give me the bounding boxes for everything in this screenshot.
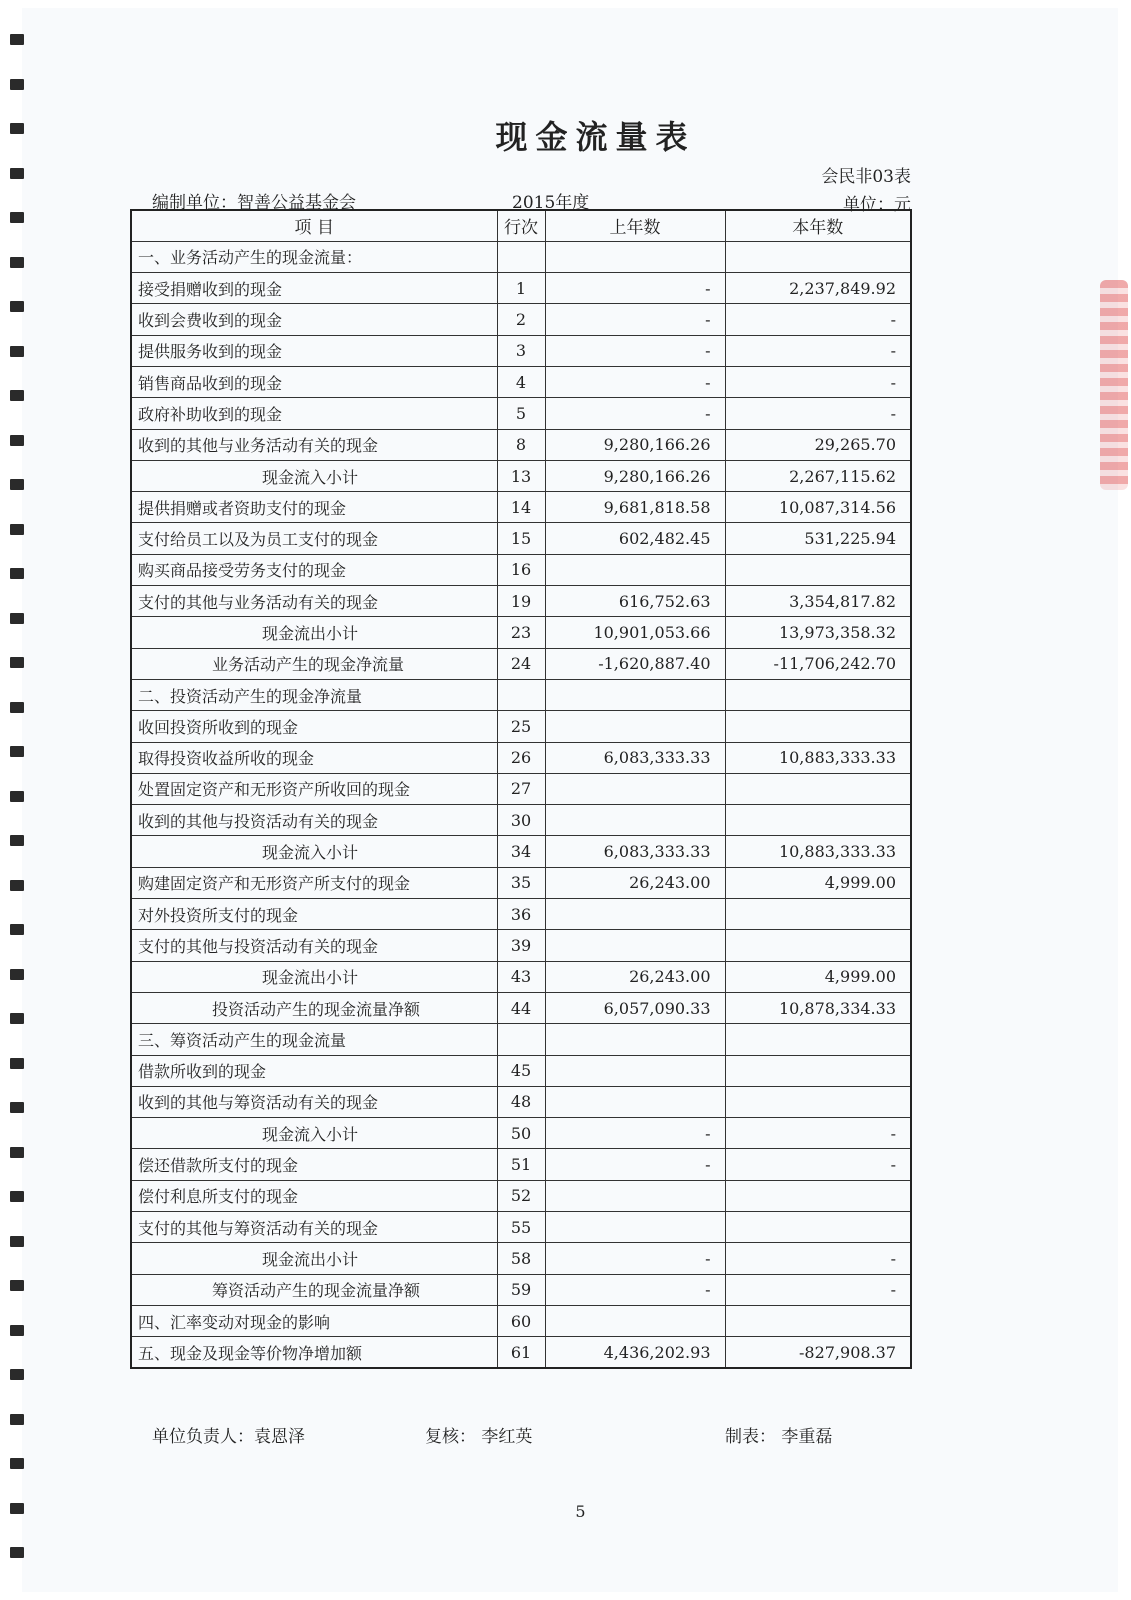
row-line-number: 14 xyxy=(497,492,545,523)
binding-hole xyxy=(10,301,24,312)
header-curr-year: 本年数 xyxy=(725,210,911,241)
row-line-number: 55 xyxy=(497,1212,545,1243)
table-row xyxy=(131,992,911,1023)
row-line-number: 27 xyxy=(497,773,545,804)
binding-hole xyxy=(10,1325,24,1336)
table-row xyxy=(131,366,911,397)
row-curr-year-amount xyxy=(725,805,911,836)
row-item: 筹资活动产生的现金流量净额 xyxy=(131,1274,497,1305)
row-prev-year-amount xyxy=(545,1055,725,1086)
binding-hole xyxy=(10,746,24,757)
row-line-number: 13 xyxy=(497,460,545,491)
cash-flow-table xyxy=(130,209,912,1369)
row-line-number: 34 xyxy=(497,836,545,867)
page-title: 现金流量表 xyxy=(495,118,696,156)
row-item: 现金流入小计 xyxy=(131,1118,497,1149)
row-line-number: 3 xyxy=(497,335,545,366)
row-curr-year-amount: - xyxy=(725,1118,911,1149)
binding-hole xyxy=(10,1013,24,1024)
row-line-number xyxy=(497,679,545,710)
compiling-unit: 编制单位：智善公益基金会 xyxy=(152,193,356,213)
currency-unit: 单位：元 xyxy=(843,195,911,215)
row-curr-year-amount: 10,878,334.33 xyxy=(725,992,911,1023)
table-row xyxy=(131,773,911,804)
row-line-number: 8 xyxy=(497,429,545,460)
red-seal-stamp xyxy=(1100,280,1128,490)
row-item: 偿还借款所支付的现金 xyxy=(131,1149,497,1180)
row-line-number: 2 xyxy=(497,304,545,335)
table-row xyxy=(131,1055,911,1086)
row-curr-year-amount xyxy=(725,1086,911,1117)
row-prev-year-amount xyxy=(545,805,725,836)
row-prev-year-amount: - xyxy=(545,1274,725,1305)
row-item: 取得投资收益所收的现金 xyxy=(131,742,497,773)
row-line-number: 48 xyxy=(497,1086,545,1117)
row-item: 政府补助收到的现金 xyxy=(131,398,497,429)
row-item: 三、筹资活动产生的现金流量 xyxy=(131,1024,497,1055)
row-prev-year-amount xyxy=(545,679,725,710)
table-row xyxy=(131,961,911,992)
row-prev-year-amount xyxy=(545,1024,725,1055)
footer-reviewer: 复核： 李红英 xyxy=(425,1427,533,1447)
row-item: 借款所收到的现金 xyxy=(131,1055,497,1086)
row-curr-year-amount xyxy=(725,1180,911,1211)
row-prev-year-amount xyxy=(545,1086,725,1117)
row-curr-year-amount: 13,973,358.32 xyxy=(725,617,911,648)
table-row xyxy=(131,930,911,961)
table-header-row xyxy=(131,210,911,241)
form-code: 会民非03表 xyxy=(821,167,911,187)
row-prev-year-amount: - xyxy=(545,1243,725,1274)
table-row xyxy=(131,1305,911,1336)
table-row xyxy=(131,836,911,867)
row-prev-year-amount xyxy=(545,1305,725,1336)
row-item: 提供服务收到的现金 xyxy=(131,335,497,366)
row-item: 业务活动产生的现金净流量 xyxy=(131,648,497,679)
table-row xyxy=(131,648,911,679)
binding-hole xyxy=(10,791,24,802)
row-line-number: 59 xyxy=(497,1274,545,1305)
row-item: 现金流入小计 xyxy=(131,836,497,867)
row-item: 投资活动产生的现金流量净额 xyxy=(131,992,497,1023)
row-item: 支付给员工以及为员工支付的现金 xyxy=(131,523,497,554)
header-item: 项 目 xyxy=(131,210,497,241)
row-line-number: 25 xyxy=(497,711,545,742)
binding-holes xyxy=(10,20,26,1580)
row-item: 对外投资所支付的现金 xyxy=(131,899,497,930)
row-curr-year-amount: 4,999.00 xyxy=(725,961,911,992)
row-prev-year-amount xyxy=(545,241,725,272)
row-curr-year-amount xyxy=(725,899,911,930)
row-line-number xyxy=(497,1024,545,1055)
row-line-number: 61 xyxy=(497,1337,545,1368)
row-prev-year-amount xyxy=(545,554,725,585)
row-line-number: 1 xyxy=(497,273,545,304)
row-prev-year-amount: 9,280,166.26 xyxy=(545,429,725,460)
binding-hole xyxy=(10,524,24,535)
row-curr-year-amount xyxy=(725,679,911,710)
table-row xyxy=(131,867,911,898)
row-item: 支付的其他与业务活动有关的现金 xyxy=(131,586,497,617)
binding-hole xyxy=(10,1414,24,1425)
binding-hole xyxy=(10,568,24,579)
row-prev-year-amount: 602,482.45 xyxy=(545,523,725,554)
row-line-number: 50 xyxy=(497,1118,545,1149)
table-row xyxy=(131,1212,911,1243)
table-row xyxy=(131,1118,911,1149)
row-curr-year-amount xyxy=(725,773,911,804)
row-prev-year-amount: -1,620,887.40 xyxy=(545,648,725,679)
table-row xyxy=(131,335,911,366)
row-item: 一、业务活动产生的现金流量： xyxy=(131,241,497,272)
row-prev-year-amount: - xyxy=(545,1118,725,1149)
page-number: 5 xyxy=(575,1502,586,1521)
binding-hole xyxy=(10,835,24,846)
row-curr-year-amount xyxy=(725,930,911,961)
row-item: 五、现金及现金等价物净增加额 xyxy=(131,1337,497,1368)
row-curr-year-amount: - xyxy=(725,398,911,429)
binding-hole xyxy=(10,257,24,268)
row-line-number: 39 xyxy=(497,930,545,961)
row-item: 现金流出小计 xyxy=(131,617,497,648)
binding-hole xyxy=(10,79,24,90)
table-row xyxy=(131,523,911,554)
binding-hole xyxy=(10,1458,24,1469)
table-row xyxy=(131,1086,911,1117)
row-prev-year-amount: 26,243.00 xyxy=(545,961,725,992)
row-item: 购建固定资产和无形资产所支付的现金 xyxy=(131,867,497,898)
table-row xyxy=(131,586,911,617)
table-row xyxy=(131,273,911,304)
report-year: 2015年度 xyxy=(512,193,590,213)
row-item: 收到的其他与投资活动有关的现金 xyxy=(131,805,497,836)
row-curr-year-amount: - xyxy=(725,1243,911,1274)
binding-hole xyxy=(10,613,24,624)
row-prev-year-amount xyxy=(545,899,725,930)
row-line-number: 30 xyxy=(497,805,545,836)
binding-hole xyxy=(10,1547,24,1558)
table-row xyxy=(131,241,911,272)
row-curr-year-amount: 2,237,849.92 xyxy=(725,273,911,304)
row-item: 现金流出小计 xyxy=(131,1243,497,1274)
row-curr-year-amount: - xyxy=(725,1149,911,1180)
binding-hole xyxy=(10,346,24,357)
row-line-number: 43 xyxy=(497,961,545,992)
row-item: 支付的其他与投资活动有关的现金 xyxy=(131,930,497,961)
row-curr-year-amount: -11,706,242.70 xyxy=(725,648,911,679)
row-prev-year-amount xyxy=(545,711,725,742)
row-prev-year-amount xyxy=(545,1180,725,1211)
row-item: 收到的其他与业务活动有关的现金 xyxy=(131,429,497,460)
table-row xyxy=(131,679,911,710)
row-line-number: 44 xyxy=(497,992,545,1023)
table-row xyxy=(131,460,911,491)
row-prev-year-amount: - xyxy=(545,366,725,397)
header-line: 行次 xyxy=(497,210,545,241)
row-line-number: 19 xyxy=(497,586,545,617)
row-item: 提供捐赠或者资助支付的现金 xyxy=(131,492,497,523)
row-prev-year-amount: 10,901,053.66 xyxy=(545,617,725,648)
row-line-number: 4 xyxy=(497,366,545,397)
table-row xyxy=(131,1180,911,1211)
binding-hole xyxy=(10,34,24,45)
row-line-number: 26 xyxy=(497,742,545,773)
row-line-number: 58 xyxy=(497,1243,545,1274)
row-prev-year-amount xyxy=(545,1212,725,1243)
row-curr-year-amount xyxy=(725,1024,911,1055)
row-item: 接受捐赠收到的现金 xyxy=(131,273,497,304)
row-item: 现金流入小计 xyxy=(131,460,497,491)
binding-hole xyxy=(10,1236,24,1247)
table-row xyxy=(131,1149,911,1180)
row-prev-year-amount: 4,436,202.93 xyxy=(545,1337,725,1368)
row-curr-year-amount: 10,883,333.33 xyxy=(725,836,911,867)
row-curr-year-amount xyxy=(725,1212,911,1243)
row-prev-year-amount xyxy=(545,930,725,961)
row-curr-year-amount xyxy=(725,241,911,272)
row-prev-year-amount: 26,243.00 xyxy=(545,867,725,898)
row-prev-year-amount: - xyxy=(545,304,725,335)
row-curr-year-amount: 10,087,314.56 xyxy=(725,492,911,523)
row-line-number: 52 xyxy=(497,1180,545,1211)
table-row xyxy=(131,492,911,523)
row-item: 收回投资所收到的现金 xyxy=(131,711,497,742)
row-prev-year-amount: - xyxy=(545,273,725,304)
row-curr-year-amount: -827,908.37 xyxy=(725,1337,911,1368)
row-line-number: 16 xyxy=(497,554,545,585)
footer-preparer: 制表： 李重磊 xyxy=(725,1427,833,1447)
row-item: 处置固定资产和无形资产所收回的现金 xyxy=(131,773,497,804)
row-line-number: 35 xyxy=(497,867,545,898)
binding-hole xyxy=(10,1280,24,1291)
binding-hole xyxy=(10,924,24,935)
row-item: 收到的其他与筹资活动有关的现金 xyxy=(131,1086,497,1117)
table-row xyxy=(131,304,911,335)
row-line-number: 60 xyxy=(497,1305,545,1336)
row-line-number xyxy=(497,241,545,272)
row-prev-year-amount: 6,083,333.33 xyxy=(545,742,725,773)
row-curr-year-amount xyxy=(725,711,911,742)
table-row xyxy=(131,899,911,930)
row-item: 销售商品收到的现金 xyxy=(131,366,497,397)
binding-hole xyxy=(10,969,24,980)
table-row xyxy=(131,617,911,648)
table-row xyxy=(131,1274,911,1305)
binding-hole xyxy=(10,1147,24,1158)
row-line-number: 23 xyxy=(497,617,545,648)
row-line-number: 15 xyxy=(497,523,545,554)
binding-hole xyxy=(10,390,24,401)
binding-hole xyxy=(10,1058,24,1069)
row-curr-year-amount: - xyxy=(725,1274,911,1305)
row-curr-year-amount: - xyxy=(725,366,911,397)
row-prev-year-amount: - xyxy=(545,1149,725,1180)
row-prev-year-amount: - xyxy=(545,335,725,366)
binding-hole xyxy=(10,702,24,713)
row-line-number: 45 xyxy=(497,1055,545,1086)
row-prev-year-amount xyxy=(545,773,725,804)
row-curr-year-amount xyxy=(725,554,911,585)
row-line-number: 5 xyxy=(497,398,545,429)
row-curr-year-amount: 531,225.94 xyxy=(725,523,911,554)
table-row xyxy=(131,805,911,836)
table-row xyxy=(131,554,911,585)
row-curr-year-amount: 29,265.70 xyxy=(725,429,911,460)
row-prev-year-amount: 6,057,090.33 xyxy=(545,992,725,1023)
table-row xyxy=(131,429,911,460)
row-item: 四、汇率变动对现金的影响 xyxy=(131,1305,497,1336)
header-prev-year: 上年数 xyxy=(545,210,725,241)
row-curr-year-amount: 4,999.00 xyxy=(725,867,911,898)
binding-hole xyxy=(10,168,24,179)
table-row xyxy=(131,711,911,742)
row-curr-year-amount: 2,267,115.62 xyxy=(725,460,911,491)
row-prev-year-amount: 9,280,166.26 xyxy=(545,460,725,491)
row-line-number: 24 xyxy=(497,648,545,679)
row-item: 二、投资活动产生的现金净流量 xyxy=(131,679,497,710)
table-row xyxy=(131,398,911,429)
table-row xyxy=(131,1024,911,1055)
row-prev-year-amount: 9,681,818.58 xyxy=(545,492,725,523)
binding-hole xyxy=(10,880,24,891)
row-prev-year-amount: 616,752.63 xyxy=(545,586,725,617)
footer-responsible: 单位负责人：袁恩泽 xyxy=(152,1427,305,1447)
row-curr-year-amount xyxy=(725,1055,911,1086)
binding-hole xyxy=(10,1102,24,1113)
row-item: 偿付利息所支付的现金 xyxy=(131,1180,497,1211)
binding-hole xyxy=(10,1369,24,1380)
binding-hole xyxy=(10,657,24,668)
row-curr-year-amount xyxy=(725,1305,911,1336)
table-row xyxy=(131,742,911,773)
row-curr-year-amount: - xyxy=(725,335,911,366)
row-curr-year-amount: 3,354,817.82 xyxy=(725,586,911,617)
row-item: 现金流出小计 xyxy=(131,961,497,992)
row-prev-year-amount: 6,083,333.33 xyxy=(545,836,725,867)
row-item: 购买商品接受劳务支付的现金 xyxy=(131,554,497,585)
table-row xyxy=(131,1337,911,1368)
row-curr-year-amount: 10,883,333.33 xyxy=(725,742,911,773)
row-item: 收到会费收到的现金 xyxy=(131,304,497,335)
row-item: 支付的其他与筹资活动有关的现金 xyxy=(131,1212,497,1243)
binding-hole xyxy=(10,212,24,223)
binding-hole xyxy=(10,479,24,490)
row-line-number: 51 xyxy=(497,1149,545,1180)
row-curr-year-amount: - xyxy=(725,304,911,335)
row-line-number: 36 xyxy=(497,899,545,930)
binding-hole xyxy=(10,1191,24,1202)
binding-hole xyxy=(10,435,24,446)
table-row xyxy=(131,1243,911,1274)
row-prev-year-amount: - xyxy=(545,398,725,429)
